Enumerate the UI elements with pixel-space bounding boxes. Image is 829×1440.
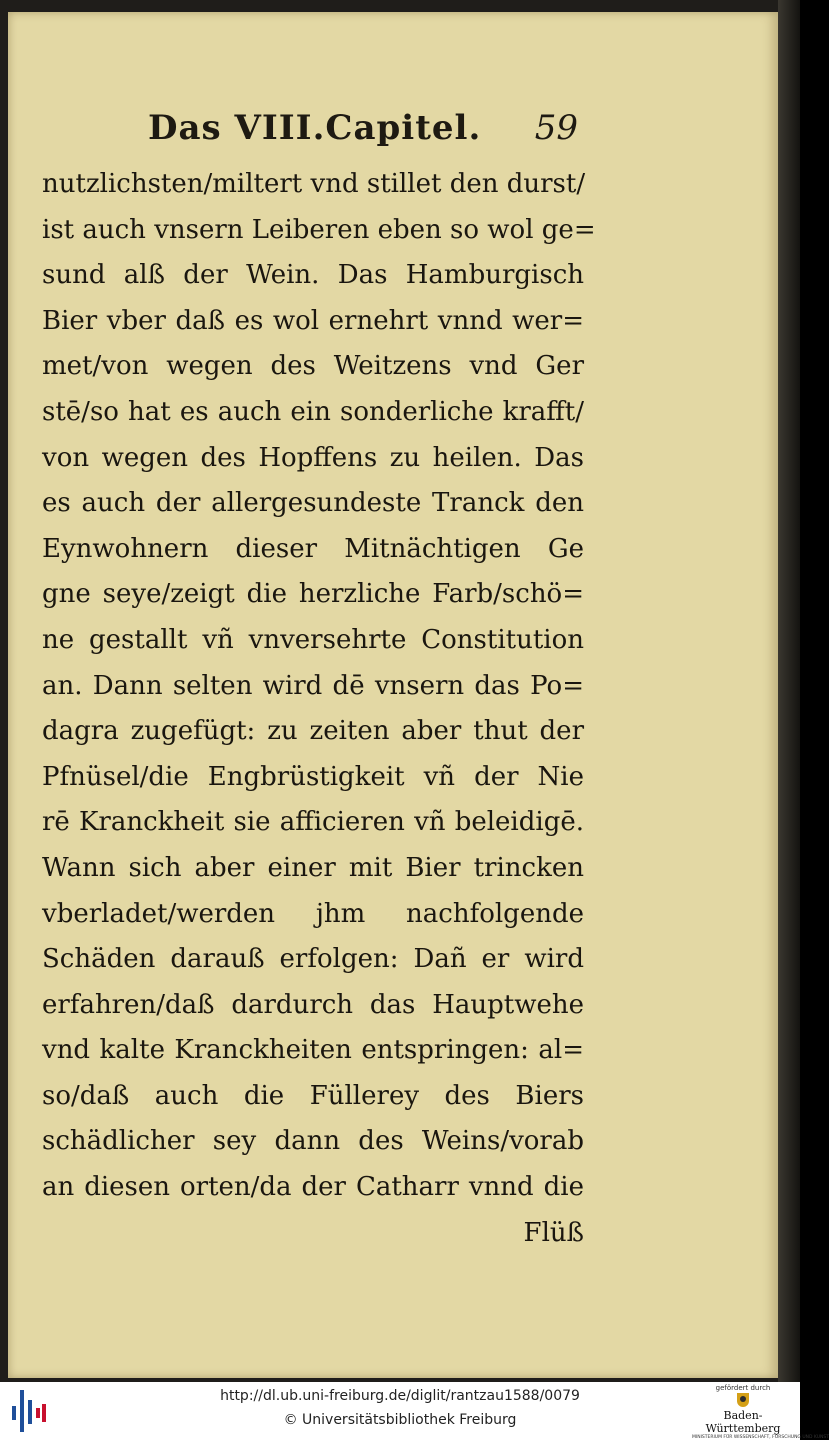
text-line: an diesen orten/da der Catharr vnnd die [42,1172,584,1203]
page-number: 59 [534,108,578,148]
text-line: an. Dann selten wird dē vnsern das Po= [42,670,584,701]
text-line: vnd kalte Kranckheiten entspringen: al= [42,1035,584,1066]
text-line: ist auch vnsern Leiberen eben so wol ge= [42,214,596,245]
running-head: Das VIII.Capitel. [148,108,482,148]
copyright-notice: © Universitätsbibliothek Freiburg [283,1412,517,1428]
text-line: Schäden darauß erfolgen: Dañ er wird [42,944,584,975]
text-line: schädlicher sey dann des Weins/vorab [42,1126,584,1157]
text-line: von wegen des Hopffens zu heilen. Das [42,442,584,473]
bw-crest-icon [732,1393,754,1409]
text-line: ne gestallt vñ vnversehrte Constitution [42,624,584,655]
book-page [8,12,778,1378]
footer-bar [0,1382,829,1440]
text-line: es auch der allergesundeste Tranck den [42,488,584,519]
sponsor-ministry: MINISTERIUM FÜR WISSENSCHAFT, FORSCHUNG UND KUNST [692,1435,829,1440]
text-line: Eynwohnern dieser Mitnächtigen Ge [42,533,584,564]
permalink-url[interactable]: http://dl.ub.uni-freiburg.de/diglit/rantzau1588/0079 [220,1388,580,1404]
sponsor-name: Baden-Württemberg [705,1409,781,1435]
text-line: vberladet/werden jhm nachfolgende [42,898,584,929]
text-line: erfahren/daß dardurch das Hauptwehe [42,989,584,1020]
text-line: dagra zugefügt: zu zeiten aber thut der [42,716,584,747]
page-header [148,100,578,160]
text-line: Pfnüsel/die Engbrüstigkeit vñ der Nie [42,761,584,792]
catchword: Flüß [523,1217,584,1248]
text-line: rē Kranckheit sie afficieren vñ beleidigē. [42,807,584,838]
page-edge [778,0,800,1382]
text-line: stē/so hat es auch ein sonderliche krafft/ [42,396,584,427]
text-line: nutzlichsten/miltert vnd stillet den durst/ [42,169,586,199]
sponsor-label: gefördert durch [715,1384,771,1392]
text-line: sund alß der Wein. Das Hamburgisch [42,260,584,291]
text-line: Wann sich aber einer mit Bier trincken [42,852,584,883]
text-block [42,162,596,1256]
text-line: Bier vber daß es wol ernehrt vnnd wer= [42,305,584,336]
text-line: so/daß auch die Füllerey des Biers [42,1080,584,1111]
text-line: met/von wegen des Weitzens vnd Ger [42,351,584,382]
sponsor-block [692,1384,829,1440]
text-line: gne seye/zeigt die herzliche Farb/schö= [42,579,584,610]
